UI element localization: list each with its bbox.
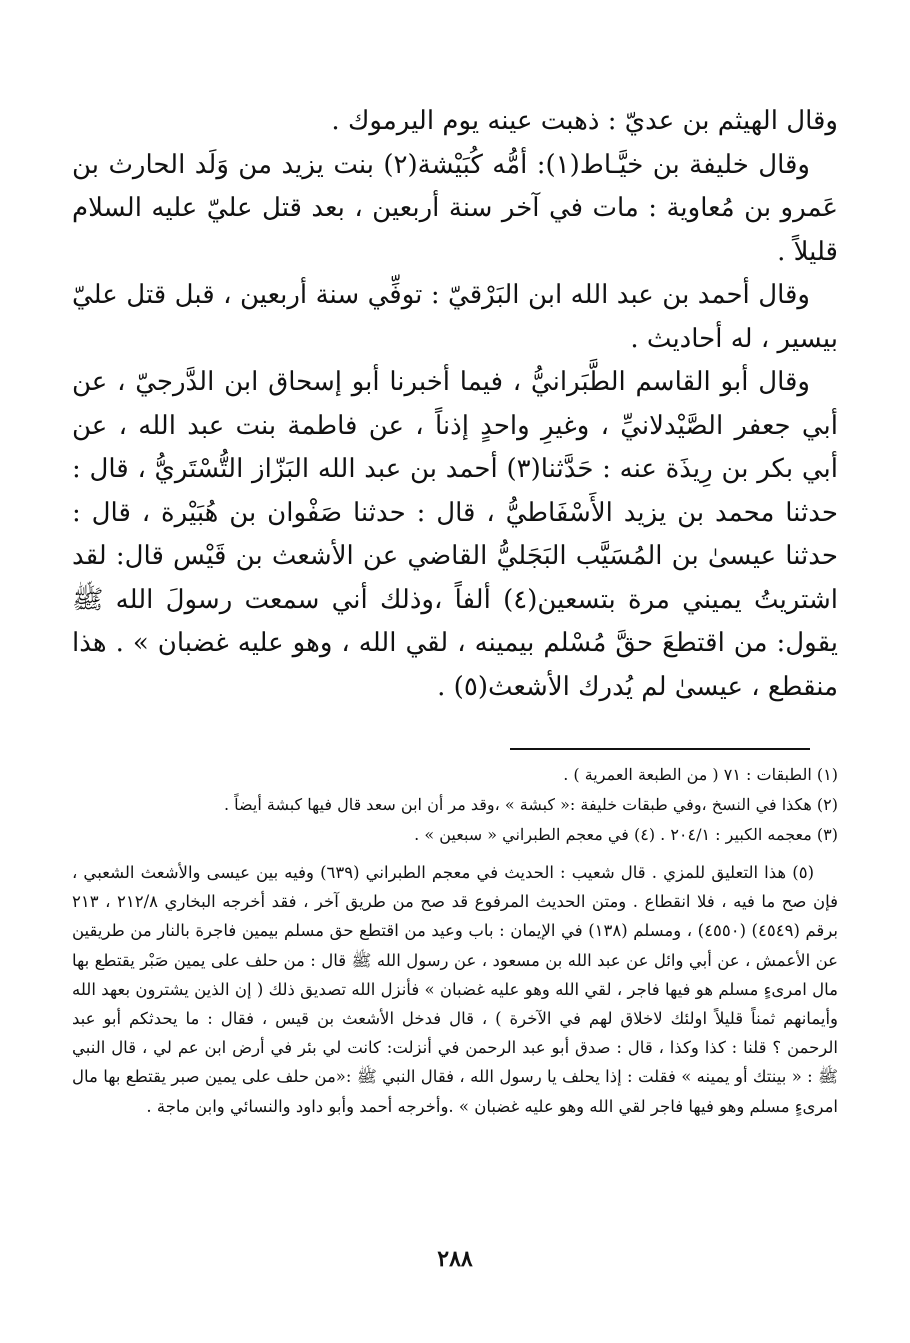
footnote-3-4: (٣) معجمه الكبير : ٢٠٤/١ . (٤) في معجم الطبراني « سبعين » . <box>414 825 838 844</box>
main-text <box>72 100 838 709</box>
paragraph-2: وقال خليفة بن خيَّـاط(١): أمُّه كُبَيْشة(٢) بنت يزيد من وَلَد الحارث بن عَمرو بن مُعاوية : مات في آخر سنة أربعين ، بعد قتل عليّ عليه السلام قليلاً . <box>72 149 839 267</box>
footnote-divider <box>510 748 810 750</box>
paragraph-4: وقال أبو القاسم الطَّبَرانيُّ ، فيما أخبرنا أبو إسحاق ابن الدَّرجيّ ، عن أبي جعفر الصَّيْدلانيِّ ، وغيرِ واحدٍ إذناً ، عن فاطمة بنت عبد الله ، عن أبي بكر بن رِيذَة عنه : حَدَّثنا(٣) أحمد بن عبد الله البَزّاز التُّسْتَريُّ ، قال : حدثنا محمد بن يزيد الأَسْفَاطيُّ ، قال : حدثنا صَفْوان بن هُبَيْرة ، قال : حدثنا عيسىٰ بن المُسَيَّب البَجَليُّ القاضي عن الأشعث بن قَيْس قال: لقد اشتريتُ يميني مرة بتسعين(٤) ألفاً ،وذلك أني سمعت رسولَ الله ﷺ يقول: من اقتطعَ حقَّ مُسْلم بيمينه ، لقي الله ، وهو عليه غضبان » . هذا منقطع ، عيسىٰ لم يُدرك الأشعث(٥) . <box>72 367 839 702</box>
footnote-5: (٥) هذا التعليق للمزي . قال شعيب : الحديث في معجم الطبراني (٦٣٩) وفيه بين عيسى والأشعث الشعبي ، فإن صح ما فيه ، فلا انقطاع . ومتن الحديث المرفوع قد صح من طريق آخر ، فقد أخرجه البخاري ٢١٢/٨ ، ٢١٣ برقم (٤٥٤٩) (٤٥٥٠) ، ومسلم (١٣٨) في الإيمان : باب وعيد من اقتطع حق مسلم بيمين فاجرة بالنار من طريقين عن الأعمش ، عن أبي وائل عن عبد الله بن مسعود ، عن رسول الله ﷺ قال : من حلف على يمين صَبْر يقتطع بها مال امرىءٍ مسلم هو فيها فاجر ، لقي الله وهو عليه غضبان » فأنزل الله تصديق ذلك ( إن الذين يشترون بعهد الله وأيمانهم ثمناً قليلاً اولئك لاخلاق لهم في الآخرة ) ، قال فدخل الأشعث بن قيس ، فقال : ما يحدثكم أبو عبد الرحمن ؟ قلنا : كذا وكذا ، قال : صدق أبو عبد الرحمن في أنزلت: كانت لي بئر في أرض ابن عم لي ، قال النبي ﷺ : « بينتك أو يمينه » فقلت : إذا يحلف يا رسول الله ، فقال النبي ﷺ :«من حلف على يمين صبر يقتطع بها مال امرىءٍ مسلم وهو فيها فاجر لقي الله وهو عليه غضبان » .وأخرجه أحمد وأبو داود والنسائي وابن ماجة . <box>72 863 839 1116</box>
paragraph-3: وقال أحمد بن عبد الله ابن البَرْقيّ : توفِّي سنة أربعين ، قبل قتل عليّ بيسير ، له أحاديث . <box>72 280 838 354</box>
page-number: ٢٨٨ <box>437 1246 473 1272</box>
footnote-1: (١) الطبقات : ٧١ ( من الطبعة العمرية ) . <box>563 765 838 784</box>
paragraph-1: وقال الهيثم بن عديّ : ذهبت عينه يوم اليرموك . <box>331 106 838 136</box>
footnote-2: (٢) هكذا في النسخ ،وفي طبقات خليفة :« كبشة » ،وقد مر أن ابن سعد قال فيها كبشة أيضاً . <box>223 795 838 814</box>
